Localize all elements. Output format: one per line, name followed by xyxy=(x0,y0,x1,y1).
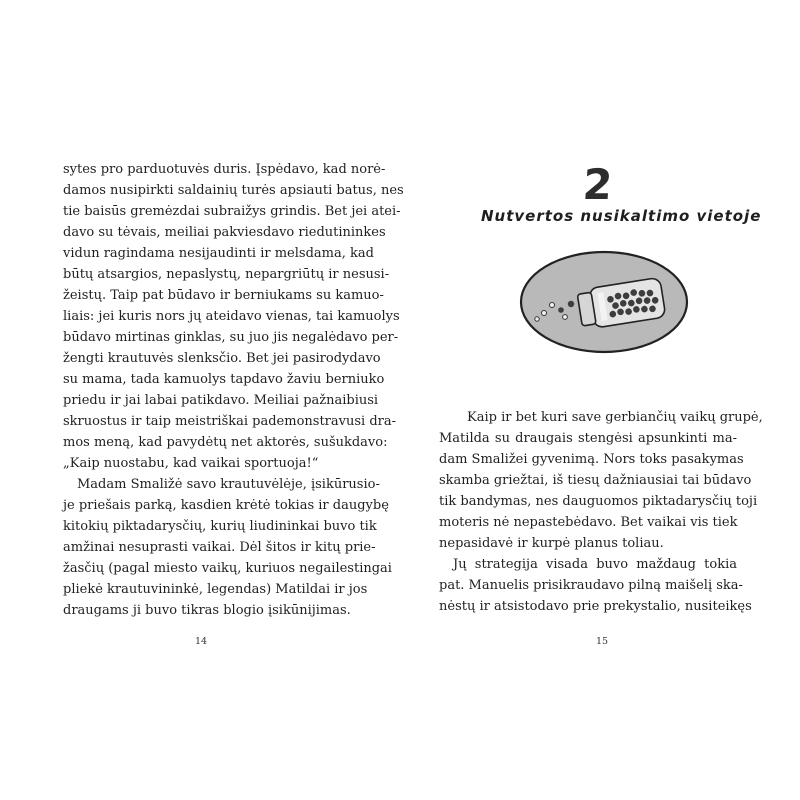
body-line: žengti krautuvės slenksčio. Bet jei pasirodydavo xyxy=(63,351,381,366)
chapter-number: 2 xyxy=(581,160,614,209)
body-line: nėstų ir atsistodavo prie prekystalio, nusiteikęs xyxy=(439,599,752,614)
body-line: liais: jei kuris nors jų ateidavo vienas, tai kamuolys xyxy=(63,309,400,324)
body-line: kitokių piktadarysčių, kurių liudininkai buvo tik xyxy=(63,519,377,534)
page-number: 15 xyxy=(596,636,609,647)
body-line: būtų atsargios, nepaslystų, nepargriūtų ir nesusi- xyxy=(63,267,390,282)
body-line: žeistų. Taip pat būdavo ir berniukams su kamuo- xyxy=(63,288,384,303)
body-line: žasčių (pagal miesto vaikų, kuriuos negailestingai xyxy=(63,561,392,576)
body-line: Madam Smaližė savo krautuvėlėje, įsikūrusio- xyxy=(77,477,380,492)
body-line: pat. Manuelis prisikraudavo pilną maišelį ska- xyxy=(439,578,743,593)
body-line: dam Smaližei gyvenimą. Nors toks pasakymas xyxy=(439,452,744,467)
body-line: su mama, tada kamuolys tapdavo žaviu berniuko xyxy=(63,372,385,387)
body-line: amžinai nesuprasti vaikai. Dėl šitos ir kitų prie- xyxy=(63,540,376,555)
body-line: skruostus ir taip meistriškai pademonstravusi dra- xyxy=(63,414,396,429)
body-line: skamba griežtai, iš tiesų dažniausiai tai būdavo xyxy=(439,473,752,488)
body-line: priedu ir jai labai patikdavo. Meiliai pažnaibiusi xyxy=(63,393,379,408)
body-line: moteris nė nepastebėdavo. Bet vaikai vis tiek xyxy=(439,515,738,530)
body-line: davo su tėvais, meiliai pakviesdavo riedutininkes xyxy=(63,225,386,240)
chapter-title: Nutvertos nusikaltimo vietoje xyxy=(481,207,762,225)
body-line: tik bandymas, nes dauguomos piktadarysčių toji xyxy=(439,494,758,509)
body-line: draugams ji buvo tikras blogio įsikūnijimas. xyxy=(63,603,351,618)
body-line: „Kaip nuostabu, kad vaikai sportuoja!“ xyxy=(63,456,319,471)
body-line: tie baisūs gremėzdai subraižys grindis. Bet jei atei- xyxy=(63,204,401,219)
body-line: Jų strategija visada buvo maždaug tokia xyxy=(453,557,737,572)
body-line: Matilda su draugais stengėsi apsunkinti ma- xyxy=(439,431,737,446)
body-line: būdavo mirtinas ginklas, su juo jis negalėdavo per- xyxy=(63,330,399,345)
body-line: damos nusipirkti saldainių turės apsiauti batus, nes xyxy=(63,183,404,198)
page-number: 14 xyxy=(195,636,208,647)
body-line: nepasidavė ir kurpė planus toliau. xyxy=(439,536,664,551)
body-line: Kaip ir bet kuri save gerbiančių vaikų grupė, xyxy=(467,410,763,425)
body-line: je priešais parką, kasdien krėtė tokias ir daugybę xyxy=(63,498,389,513)
body-line: vidun ragindama nesijaudinti ir melsdama, kad xyxy=(63,246,374,261)
body-line: mos meną, kad pavydėtų net aktorės, sušukdavo: xyxy=(63,435,388,450)
body-line: sytes pro parduotuvės duris. Įspėdavo, kad norė- xyxy=(63,162,386,177)
body-line: pliekė krautuvininkė, legendas) Matildai ir jos xyxy=(63,582,368,597)
right-page xyxy=(400,0,800,800)
